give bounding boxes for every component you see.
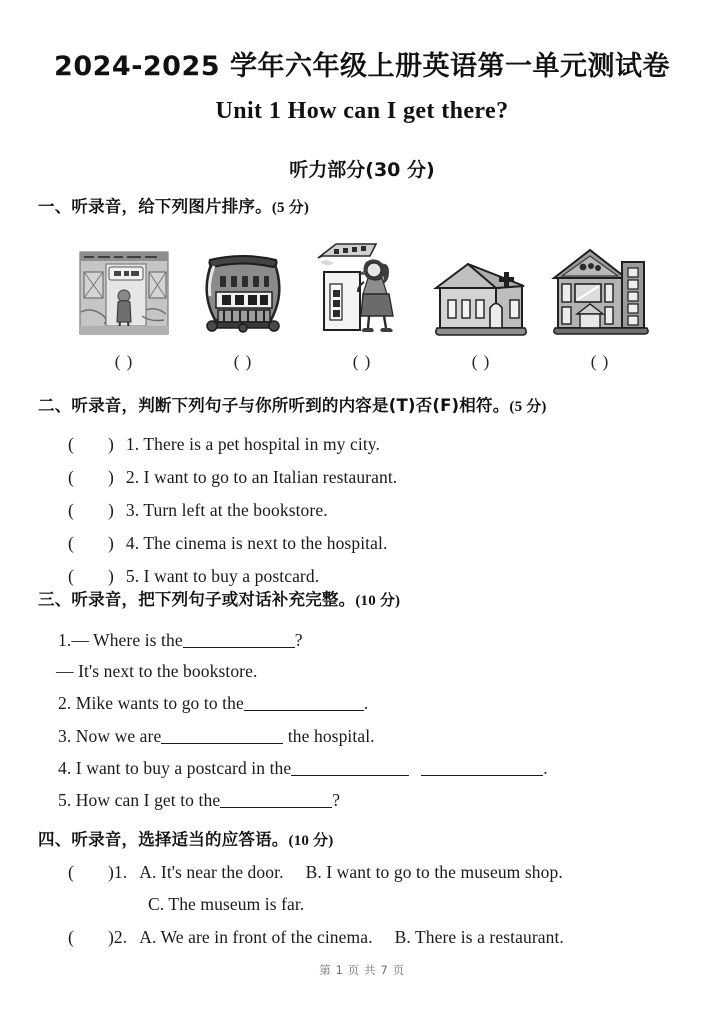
q2-item-3[interactable] xyxy=(68,500,328,521)
q3-item-3-post: the hospital. xyxy=(283,726,375,746)
q3-blank-3[interactable] xyxy=(161,728,283,744)
q2-bracket-4[interactable]: ( ) xyxy=(68,533,114,553)
picture-cell-2 xyxy=(191,238,295,338)
question-3-points: (10 分) xyxy=(355,593,401,609)
question-3-heading xyxy=(38,586,400,610)
q2-item-2[interactable] xyxy=(68,467,397,488)
question-3-heading-text: 三、听录音，把下列句子或对话补充完整。 xyxy=(38,590,356,609)
q2-item-2-text: 2. I want to go to an Italian restaurant. xyxy=(125,467,398,487)
q2-item-4-text: 4. The cinema is next to the hospital. xyxy=(125,533,388,553)
q3-item-2-pre: 2. Mike wants to go to the xyxy=(58,693,244,713)
picture-answer-bracket-row xyxy=(72,352,652,372)
question-1-heading xyxy=(38,193,309,217)
q3-blank-2[interactable] xyxy=(244,695,364,711)
q3-item-1-pre: 1.— Where is the xyxy=(58,630,183,650)
q2-item-5-text: 5. I want to buy a postcard. xyxy=(125,566,320,586)
q4-item-1-num: 1. xyxy=(113,862,128,882)
q3-blank-4b[interactable] xyxy=(421,760,543,776)
q4-item-1-option-c[interactable] xyxy=(148,894,304,915)
cinema-sketch-icon xyxy=(314,238,410,338)
question-2-points: (5 分) xyxy=(509,399,547,415)
q2-item-4[interactable] xyxy=(68,533,387,554)
q3-item-2-post: . xyxy=(363,693,369,713)
q3-item-1-post: ? xyxy=(294,630,303,650)
q3-item-4-post: . xyxy=(543,758,548,778)
q2-bracket-1[interactable]: ( ) xyxy=(68,434,114,454)
q3-blank-1[interactable] xyxy=(183,632,295,648)
q4-item-1-option-c-text: C. The museum is far. xyxy=(148,894,305,914)
page-footer: 第 1 页 共 7 页 xyxy=(319,963,405,977)
q4-item-2[interactable] xyxy=(68,927,564,948)
picture-cell-1 xyxy=(72,238,176,338)
q4-item-2-num: 2. xyxy=(113,927,128,947)
q2-item-3-text: 3. Turn left at the bookstore. xyxy=(125,500,328,520)
q3-blank-4a[interactable] xyxy=(291,760,409,776)
q3-item-1-answer xyxy=(56,661,257,682)
q3-item-5-pre: 5. How can I get to the xyxy=(58,790,221,810)
picture-cell-3 xyxy=(310,238,414,338)
q3-item-1-answer-text: — It's next to the bookstore. xyxy=(56,661,258,681)
q4-item-1-option-b[interactable]: B. I want to go to the museum shop. xyxy=(305,862,563,882)
q2-item-1-text: 1. There is a pet hospital in my city. xyxy=(125,434,380,454)
q3-item-4 xyxy=(58,758,548,779)
picture-cell-4 xyxy=(429,238,533,338)
q2-bracket-3[interactable]: ( ) xyxy=(68,500,114,520)
q4-item-1[interactable] xyxy=(68,862,563,883)
q2-item-5[interactable] xyxy=(68,566,319,587)
hospital-sketch-icon xyxy=(432,252,530,338)
q3-item-1 xyxy=(58,630,303,651)
q3-blank-5[interactable] xyxy=(220,792,332,808)
page-title-english: Unit 1 How can I get there? xyxy=(215,98,509,124)
q3-item-5-post: ? xyxy=(332,790,341,810)
section-title-listening: 听力部分(30 分) xyxy=(289,159,435,181)
q4-item-1-option-a[interactable]: A. It's near the door. xyxy=(139,862,284,882)
question-4-heading xyxy=(38,826,333,850)
q4-bracket-1[interactable]: ( ) xyxy=(68,862,114,882)
q2-item-1[interactable] xyxy=(68,434,380,455)
question-1-heading-text: 一、听录音，给下列图片排序。 xyxy=(38,197,272,216)
q3-item-3-pre: 3. Now we are xyxy=(58,726,162,746)
q3-item-3 xyxy=(58,726,375,747)
picture-answer-2[interactable]: ( ) xyxy=(233,352,253,371)
picture-answer-4[interactable]: ( ) xyxy=(471,352,491,371)
question-4-points: (10 分) xyxy=(288,833,334,849)
question-2-heading-text: 二、听录音，判断下列句子与你所听到的内容是(T)否(F)相符。 xyxy=(38,396,510,415)
museum-sketch-icon xyxy=(550,246,650,338)
q2-bracket-5[interactable]: ( ) xyxy=(68,566,114,586)
q3-item-2 xyxy=(58,693,368,714)
page-title-chinese: 2024-2025 学年六年级上册英语第一单元测试卷 xyxy=(54,51,670,82)
library-sketch-icon xyxy=(198,246,288,338)
picture-cell-5 xyxy=(548,238,652,338)
picture-ordering-row xyxy=(72,238,652,338)
q3-item-5 xyxy=(58,790,340,811)
q4-item-2-option-a[interactable]: A. We are in front of the cinema. xyxy=(139,927,373,947)
picture-answer-1[interactable]: ( ) xyxy=(114,352,134,371)
q2-bracket-2[interactable]: ( ) xyxy=(68,467,114,487)
post-office-sketch-icon xyxy=(76,246,172,338)
question-2-heading xyxy=(38,392,547,416)
question-1-points: (5 分) xyxy=(271,200,310,216)
picture-answer-5[interactable]: ( ) xyxy=(590,352,610,371)
q3-item-4-pre: 4. I want to buy a postcard in the xyxy=(58,758,292,778)
picture-answer-3[interactable]: ( ) xyxy=(352,352,372,371)
question-4-heading-text: 四、听录音，选择适当的应答语。 xyxy=(38,830,289,849)
q4-bracket-2[interactable]: ( ) xyxy=(68,927,114,947)
q4-item-2-option-b[interactable]: B. There is a restaurant. xyxy=(394,927,564,947)
